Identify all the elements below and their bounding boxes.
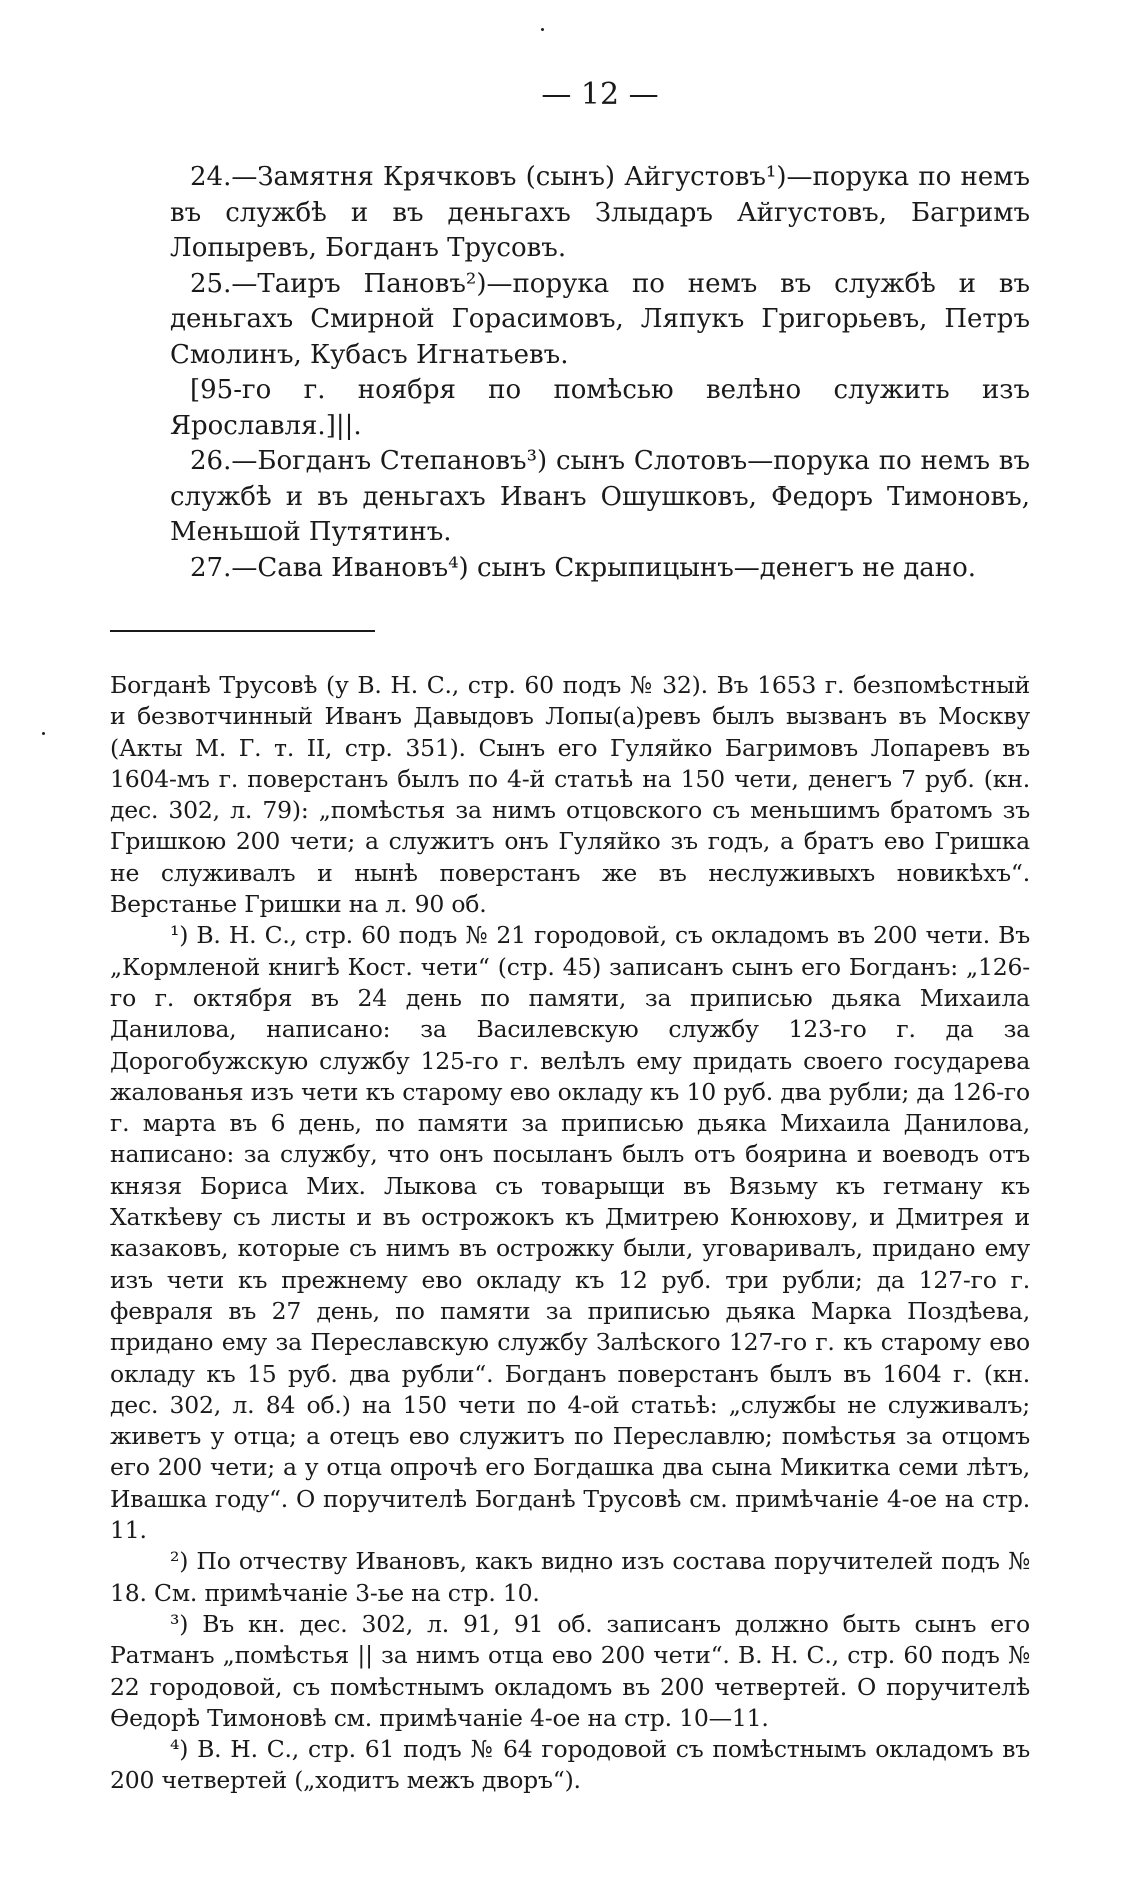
- footnote-3: ³) Въ кн. дес. 302, л. 91, 91 об. записанъ должно быть сынъ его Ратманъ „помѣстья || за нимъ отца ево 200 чети“. В. Н. С., стр. 60 подъ № 22 городовой, съ помѣстнымъ окладомъ въ 200 четвертей. О поручителѣ Ѳедорѣ Тимоновѣ см. примѣчаніе 4-ое на стр. 10—11.: [110, 1609, 1030, 1732]
- footnote-2: ²) По отчеству Ивановъ, какъ видно изъ состава поручителей подъ № 18. См. примѣчаніе 3-ье на стр. 10.: [110, 1547, 1030, 1607]
- page-number: — 12 —: [541, 77, 659, 112]
- footnote-continuation: Богданѣ Трусовѣ (у В. Н. С., стр. 60 подъ № 32). Въ 1653 г. безпомѣстный и безвотчинный Иванъ Давыдовъ Лопы(а)ревъ былъ вызванъ въ Москву (Акты М. Г. т. II, стр. 351). Сынъ его Гуляйко Багримовъ Лопаревъ въ 1604-мъ г. поверстанъ былъ по 4-й статьѣ на 150 чети, денегъ 7 руб. (кн. дес. 302, л. 79): „помѣстья за нимъ отцовского съ меньшимъ братомъ зъ Гришкою 200 чети; а служитъ онъ Гуляйко зъ годъ, а братъ ево Гришка не служивалъ и нынѣ поверстанъ же въ неслуживыхъ новикѣхъ“. Верстанье Гришки на л. 90 об.: [110, 671, 1030, 919]
- entry-27: 27.—Сава Ивановъ⁴) сынъ Скрыпицынъ—денегъ не дано.: [190, 552, 977, 583]
- main-text: [170, 160, 1030, 586]
- document-page: [110, 70, 1030, 1797]
- footnotes: [110, 670, 1030, 1797]
- footnote-4: ⁴) В. Н. С., стр. 61 подъ № 64 городовой съ помѣстнымъ окладомъ въ 200 четвертей („ходитъ межъ дворъ“).: [110, 1735, 1030, 1795]
- entry-26: 26.—Богданъ Степановъ³) сынъ Слотовъ—порука по немъ въ службѣ и въ деньгахъ Иванъ Ошушковъ, Федоръ Тимоновъ, Меньшой Путятинъ.: [170, 446, 1030, 547]
- editorial-note: [95-го г. ноября по помѣсью велѣно служить изъ Ярославля.]||.: [170, 375, 1030, 441]
- footnote-divider: [110, 630, 375, 632]
- entry-24: 24.—Замятня Крячковъ (сынъ) Айгустовъ¹)—порука по немъ въ службѣ и въ деньгахъ Злыдаръ Айгустовъ, Багримъ Лопыревъ, Богданъ Трусовъ.: [170, 162, 1030, 263]
- scan-speck: [541, 28, 544, 31]
- footnote-1: ¹) В. Н. С., стр. 60 подъ № 21 городовой, съ окладомъ въ 200 чети. Въ „Кормленой книгѣ Кост. чети“ (стр. 45) записанъ сынъ его Богданъ: „126-го г. октября въ 24 день по памяти, за приписью дьяка Михаила Данилова, написано: за Василевскую службу 123-го г. да за Дорогобужскую службу 125-го г. велѣлъ ему придать своего государева жалованья изъ чети къ старому ево окладу къ 10 руб. два рубли; да 126-го г. марта въ 6 день, по памяти за приписью дьяка Михаила Данилова, написано: за службу, что онъ посыланъ былъ отъ боярина и воеводъ отъ князя Бориса Мих. Лыкова съ товарыщи въ Вязьму къ гетману къ Хаткѣеву съ листы и въ острожокъ къ Дмитрею Конюхову, и Дмитрея и казаковъ, которые съ нимъ въ острожку были, уговаривалъ, придано ему изъ чети къ прежнему ево окладу къ 12 руб. три рубли; да 127-го г. февраля въ 27 день, по памяти за приписью дьяка Марка Поздѣева, придано ему за Переславскую службу Залѣского 127-го г. къ старому ево окладу къ 15 руб. два рубли“. Богданъ поверстанъ былъ въ 1604 г. (кн. дес. 302, л. 84 об.) на 150 чети по 4-ой статьѣ: „службы не служивалъ; живетъ у отца; а отецъ ево служитъ по Переславлю; помѣстья за отцомъ его 200 чети; а у отца опрочѣ его Богдашка два сына Микитка семи лѣтъ, Ивашка году“. О поручителѣ Богданѣ Трусовѣ см. примѣчаніе 4-ое на стр. 11.: [110, 921, 1030, 1545]
- scan-speck: [42, 732, 45, 735]
- entry-25: 25.—Таиръ Пановъ²)—порука по немъ въ службѣ и въ деньгахъ Смирной Горасимовъ, Ляпукъ Григорьевъ, Петръ Смолинъ, Кубасъ Игнатьевъ.: [170, 268, 1030, 370]
